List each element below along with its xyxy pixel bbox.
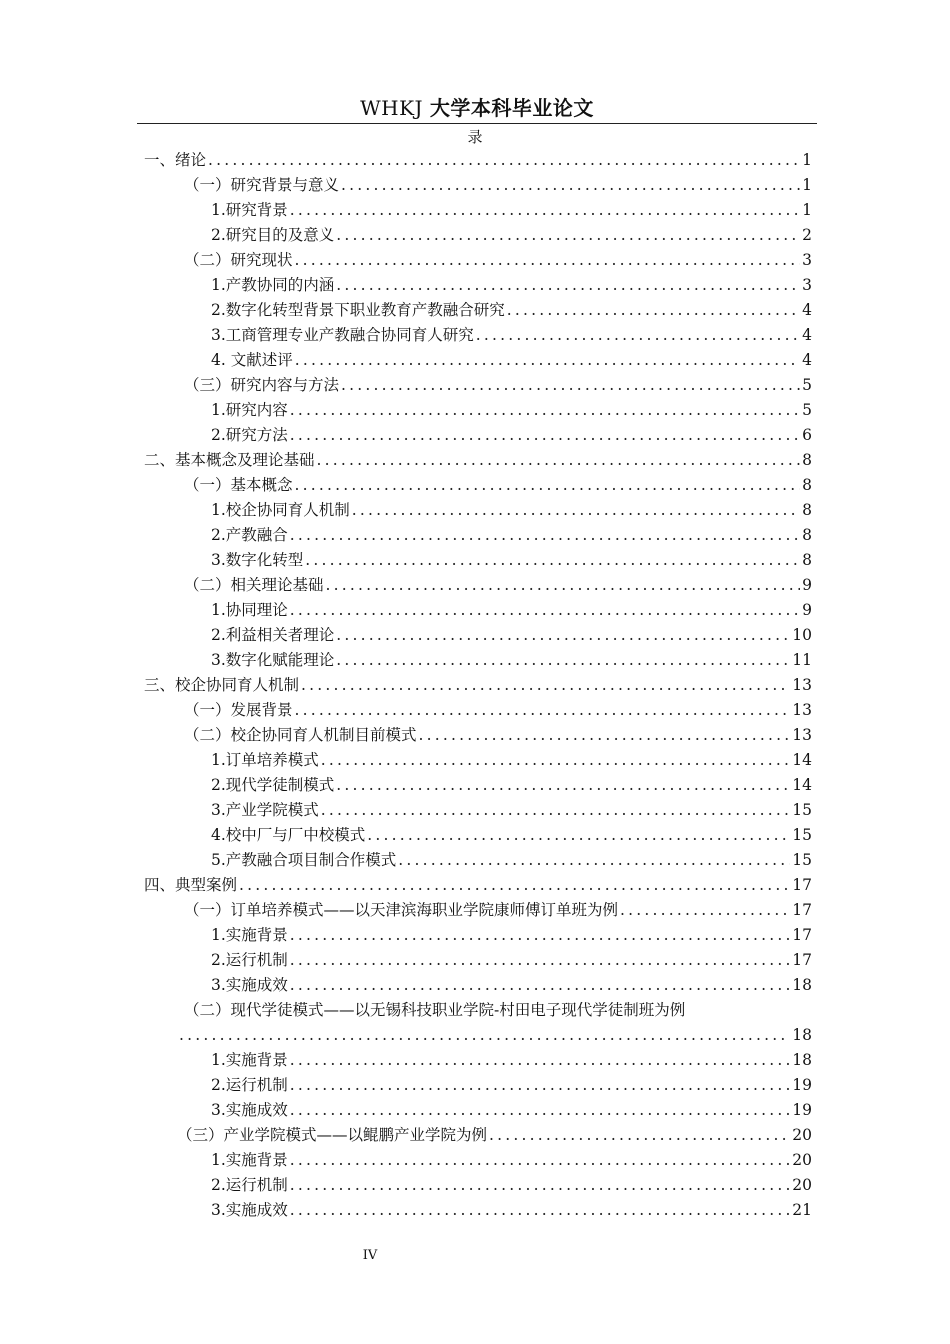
toc-dot-leader <box>295 698 791 723</box>
toc-entry-title: 3.实施成效 <box>211 976 288 994</box>
toc-entry[interactable] <box>144 448 812 473</box>
toc-entry-title: 二、基本概念及理论基础 <box>144 451 315 469</box>
toc-entry-page: 9 <box>802 601 812 619</box>
toc-entry-title: 4.校中厂与厂中校模式 <box>211 826 366 844</box>
toc-entry-page: 15 <box>792 826 812 844</box>
toc-dot-leader <box>290 523 800 548</box>
toc-entry[interactable] <box>144 598 812 623</box>
toc-entry-page: 17 <box>792 926 812 944</box>
toc-entry-page: 1 <box>802 151 812 169</box>
toc-dot-leader <box>290 1098 790 1123</box>
toc-entry-page: 8 <box>802 476 812 494</box>
toc-entry-page: 4 <box>802 326 812 344</box>
toc-entry-page: 13 <box>792 701 812 719</box>
toc-entry-title: 1.实施背景 <box>211 1051 288 1069</box>
toc-dot-leader <box>290 973 790 998</box>
toc-entry[interactable] <box>144 773 812 798</box>
toc-dot-leader <box>305 548 800 573</box>
toc-entry[interactable] <box>144 398 812 423</box>
toc-dot-leader <box>321 798 790 823</box>
toc-entry-title: 3.实施成效 <box>211 1201 288 1219</box>
toc-entry-title: 2.现代学徒制模式 <box>211 776 335 794</box>
toc-entry-page: 21 <box>792 1201 812 1219</box>
toc-entry-page: 1 <box>802 201 812 219</box>
toc-entry-page: 20 <box>792 1126 812 1144</box>
toc-dot-leader <box>476 323 800 348</box>
toc-entry-page: 9 <box>802 576 812 594</box>
toc-entry[interactable] <box>144 873 812 898</box>
page-number: IV <box>362 1248 378 1263</box>
toc-dot-leader <box>290 1048 790 1073</box>
header-title <box>360 96 594 120</box>
toc-entry[interactable] <box>144 273 812 298</box>
toc-dot-leader <box>341 173 800 198</box>
toc-entry-title: 3.产业学院模式 <box>211 801 319 819</box>
toc-entry-page: 2 <box>802 226 812 244</box>
toc-entry[interactable] <box>144 1048 812 1073</box>
toc-entry[interactable] <box>144 1073 812 1098</box>
toc-entry[interactable] <box>144 648 812 673</box>
toc-entry-page: 3 <box>802 251 812 269</box>
toc-entry[interactable] <box>144 973 812 998</box>
toc-dot-leader <box>290 948 790 973</box>
toc-entry-title: 2.产教融合 <box>211 526 288 544</box>
toc-entry-page: 5 <box>802 401 812 419</box>
toc-entry-title: 一、绪论 <box>144 151 207 169</box>
toc-dot-leader <box>295 348 800 373</box>
toc-dot-leader <box>290 1073 790 1098</box>
toc-dot-leader <box>336 223 800 248</box>
toc-entry-title: 1.产教协同的内涵 <box>211 276 335 294</box>
toc-entry-page: 4 <box>802 301 812 319</box>
toc-entry-title: 2.数字化转型背景下职业教育产教融合研究 <box>211 301 505 319</box>
toc-entry[interactable] <box>144 498 812 523</box>
toc-dot-leader <box>290 423 800 448</box>
toc-entry[interactable] <box>144 1123 812 1148</box>
toc-entry-title: 3.数字化赋能理论 <box>211 651 335 669</box>
toc-entry[interactable] <box>144 423 812 448</box>
toc-dot-leader <box>290 198 800 223</box>
toc-entry[interactable] <box>144 323 812 348</box>
toc-dot-leader <box>336 623 790 648</box>
toc-entry-page: 5 <box>802 376 812 394</box>
toc-entry-page: 4 <box>802 351 812 369</box>
toc-entry-title: 2.运行机制 <box>211 951 288 969</box>
toc-entry-title: 1.实施背景 <box>211 1151 288 1169</box>
toc-entry-title: 2.运行机制 <box>211 1176 288 1194</box>
toc-entry-page: 8 <box>802 526 812 544</box>
toc-entry-page: 17 <box>792 951 812 969</box>
toc-entry-page: 10 <box>792 626 812 644</box>
toc-entry-page: 8 <box>802 501 812 519</box>
toc-entry-page: 18 <box>792 1051 812 1069</box>
toc-entry-title: 1.研究内容 <box>211 401 288 419</box>
toc-entry-page: 1 <box>802 176 812 194</box>
toc-entry[interactable] <box>144 948 812 973</box>
toc-entry-page: 18 <box>792 1026 812 1044</box>
toc-dot-leader <box>290 1173 790 1198</box>
toc-entry[interactable] <box>144 723 812 748</box>
toc-dot-leader <box>352 498 800 523</box>
toc-entry[interactable] <box>144 373 812 398</box>
toc-entry-page: 19 <box>792 1101 812 1119</box>
toc-entry[interactable] <box>144 1148 812 1173</box>
toc-entry-title: 1.协同理论 <box>211 601 288 619</box>
toc-dot-leader <box>290 398 800 423</box>
toc-entry[interactable] <box>144 698 812 723</box>
toc-entry-title: 2.研究目的及意义 <box>211 226 335 244</box>
toc-dot-leader <box>290 1148 790 1173</box>
toc-entry-page: 13 <box>792 676 812 694</box>
toc-dot-leader <box>295 473 801 498</box>
toc-dot-leader <box>290 923 790 948</box>
toc-entry-page: 18 <box>792 976 812 994</box>
toc-entry[interactable] <box>144 798 812 823</box>
toc-dot-leader <box>489 1123 790 1148</box>
header-title-cjk: 大学本科毕业论文 <box>429 96 594 120</box>
toc-entry-page: 19 <box>792 1076 812 1094</box>
toc-entry[interactable] <box>144 473 812 498</box>
toc-entry[interactable] <box>144 548 812 573</box>
toc-entry-title: （一）研究背景与意义 <box>184 176 340 194</box>
toc-entry[interactable] <box>144 248 812 273</box>
toc-entry-title: 1.订单培养模式 <box>211 751 319 769</box>
toc-entry[interactable] <box>144 1198 812 1223</box>
toc-entry-title: 3.实施成效 <box>211 1101 288 1119</box>
toc-entry-title: （二）相关理论基础 <box>184 576 324 594</box>
toc-dot-leader <box>208 148 800 173</box>
toc-dot-leader <box>336 273 800 298</box>
toc-entry-page: 14 <box>792 776 812 794</box>
toc-entry-title: （二）校企协同育人机制目前模式 <box>184 726 417 744</box>
toc-entry-page: 14 <box>792 751 812 769</box>
table-of-contents <box>144 148 812 1223</box>
toc-entry-page: 17 <box>792 901 812 919</box>
toc-entry[interactable] <box>144 748 812 773</box>
toc-entry-page: 13 <box>792 726 812 744</box>
toc-entry-title: 1.实施背景 <box>211 926 288 944</box>
toc-entry-page: 20 <box>792 1176 812 1194</box>
toc-dot-leader <box>336 648 790 673</box>
toc-dot-leader <box>301 673 790 698</box>
toc-entry-title: （三）研究内容与方法 <box>184 376 340 394</box>
toc-dot-leader <box>239 873 790 898</box>
toc-entry[interactable] <box>144 1023 812 1048</box>
toc-entry-title: 2.运行机制 <box>211 1076 288 1094</box>
toc-dot-leader <box>398 848 790 873</box>
toc-entry[interactable] <box>144 898 812 923</box>
toc-entry-title: 1.校企协同育人机制 <box>211 501 350 519</box>
toc-dot-leader <box>179 1023 790 1048</box>
toc-dot-leader <box>507 298 800 323</box>
toc-entry[interactable] <box>144 573 812 598</box>
toc-dot-leader <box>419 723 791 748</box>
toc-dot-leader <box>317 448 801 473</box>
toc-dot-leader <box>290 1198 790 1223</box>
toc-entry-page: 15 <box>792 801 812 819</box>
toc-entry[interactable] <box>144 173 812 198</box>
toc-entry-title: （二）现代学徒模式——以无锡科技职业学院-村田电子现代学徒制班为例 <box>184 1001 686 1019</box>
toc-entry[interactable] <box>144 198 812 223</box>
toc-entry-page: 17 <box>792 876 812 894</box>
toc-dot-leader <box>295 248 801 273</box>
toc-entry[interactable] <box>144 673 812 698</box>
toc-entry[interactable] <box>144 848 812 873</box>
toc-entry-title: （一）发展背景 <box>184 701 293 719</box>
toc-entry-title: 四、典型案例 <box>144 876 238 894</box>
toc-dot-leader <box>290 598 800 623</box>
toc-entry[interactable] <box>144 823 812 848</box>
toc-entry-title: （三）产业学院模式——以鲲鹏产业学院为例 <box>177 1126 488 1144</box>
toc-entry-page: 11 <box>792 651 812 669</box>
toc-entry-title: （一）基本概念 <box>184 476 293 494</box>
header-title-latin: WHKJ <box>360 96 430 120</box>
toc-entry[interactable] <box>144 623 812 648</box>
toc-entry[interactable] <box>144 923 812 948</box>
toc-entry-title: 4. 文献述评 <box>211 351 293 369</box>
toc-entry-title: 5.产教融合项目制合作模式 <box>211 851 397 869</box>
toc-entry-page: 8 <box>802 451 812 469</box>
toc-entry-page: 20 <box>792 1151 812 1169</box>
toc-entry[interactable] <box>144 148 812 173</box>
toc-entry-title: 3.工商管理专业产教融合协同育人研究 <box>211 326 474 344</box>
toc-dot-leader <box>341 373 800 398</box>
toc-entry-title: 1.研究背景 <box>211 201 288 219</box>
toc-entry-title: 2.利益相关者理论 <box>211 626 335 644</box>
toc-heading: 录 <box>467 128 483 146</box>
toc-entry[interactable] <box>144 348 812 373</box>
toc-dot-leader <box>326 573 801 598</box>
toc-entry[interactable] <box>144 298 812 323</box>
toc-entry-page: 3 <box>802 276 812 294</box>
toc-dot-leader <box>336 773 790 798</box>
toc-dot-leader <box>321 748 790 773</box>
toc-entry[interactable] <box>144 1098 812 1123</box>
toc-entry-title: 3.数字化转型 <box>211 551 304 569</box>
toc-entry-page: 6 <box>802 426 812 444</box>
toc-dot-leader <box>620 898 790 923</box>
toc-entry[interactable] <box>144 998 812 1023</box>
toc-entry[interactable] <box>144 223 812 248</box>
toc-dot-leader <box>367 823 790 848</box>
toc-entry-title: （二）研究现状 <box>184 251 293 269</box>
toc-entry[interactable] <box>144 523 812 548</box>
toc-entry-page: 15 <box>792 851 812 869</box>
toc-entry-title: 三、校企协同育人机制 <box>144 676 300 694</box>
toc-entry-title: （一）订单培养模式——以天津滨海职业学院康师傅订单班为例 <box>184 901 619 919</box>
toc-entry-title: 2.研究方法 <box>211 426 288 444</box>
toc-entry[interactable] <box>144 1173 812 1198</box>
toc-entry-page: 8 <box>802 551 812 569</box>
page-header <box>137 93 817 124</box>
